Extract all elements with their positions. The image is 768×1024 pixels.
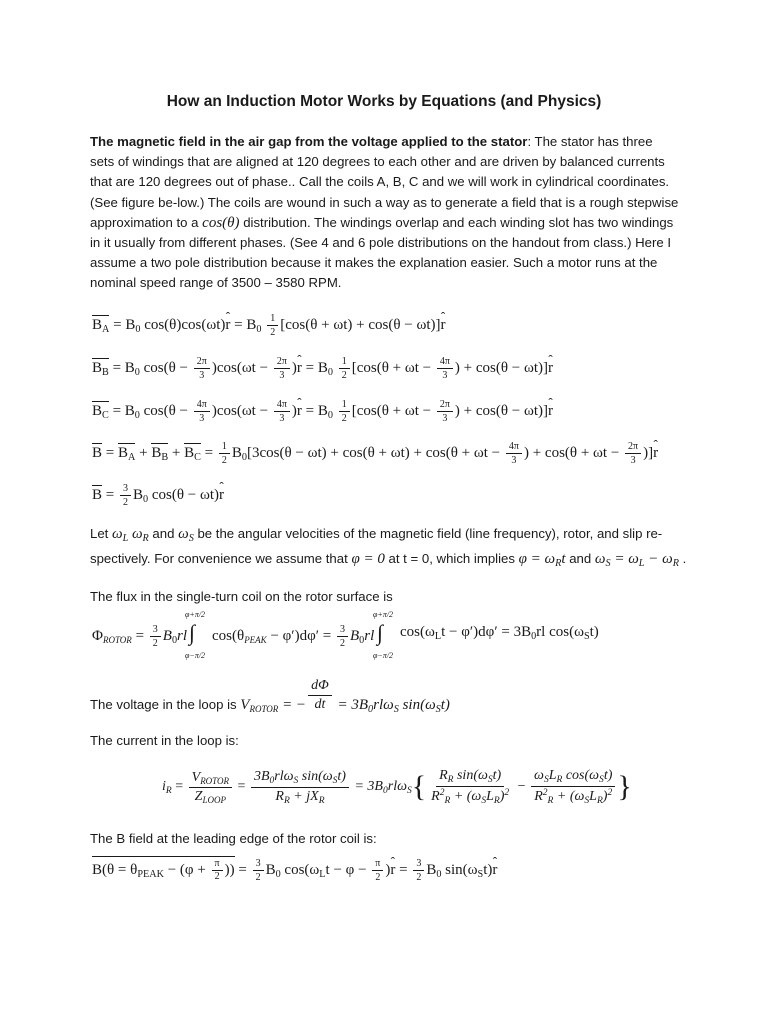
- eq-text: = B: [109, 316, 136, 333]
- resp-and: and: [565, 551, 595, 566]
- equation-b-total: [92, 483, 224, 508]
- eq-text: ) + cos(θ + ωt −: [523, 444, 624, 461]
- omega-l: $\omega_L$: [112, 526, 129, 544]
- unit-vector-hat: r ˆ: [297, 403, 302, 420]
- eq-text: = B: [301, 359, 328, 376]
- integral-sign-2: φ+π/2 ∫ φ−π/2: [373, 610, 394, 660]
- unit-vector-hat: r ˆ: [548, 360, 553, 377]
- eq-text: t − φ −: [325, 861, 371, 878]
- eq-subscript: 0: [327, 409, 333, 421]
- omega-s-equation: $\omega_S = \omega_L - \omega_R$: [594, 551, 679, 569]
- eq-text: cos(θ)cos(ωt): [140, 316, 226, 333]
- eq-fraction: $\frac{4\pi}{3}$: [437, 356, 453, 381]
- eq-fraction: $\frac{3}{2}$: [120, 483, 131, 508]
- unit-vector-hat: r ˆ: [297, 360, 302, 377]
- equation-b-sum: [92, 441, 658, 466]
- voltage-label: The voltage in the loop is: [90, 696, 241, 712]
- voltage-equation: $V_{ROTOR}$ = −: [240, 696, 307, 714]
- eq-text: B: [426, 861, 437, 878]
- eq-text: = B: [108, 402, 135, 419]
- eq-text: cos(θ −: [139, 402, 192, 419]
- bfield-label: The B field at the leading edge of the rotor coil is:: [90, 831, 377, 846]
- unit-vector-hat: r ˆ: [548, 403, 553, 420]
- eq-text: )cos(ωt −: [211, 402, 272, 419]
- left-brace: {: [411, 770, 427, 803]
- eq-fraction: $\frac{4\pi}{3}$: [274, 399, 290, 424]
- eq-text: ): [385, 861, 391, 878]
- eq-fraction: $\frac{1}{2}$: [219, 441, 230, 466]
- eq-text: B: [132, 486, 143, 503]
- resp-text: spectively. For convenience we assume that: [90, 551, 352, 566]
- eq-text: =: [200, 444, 217, 461]
- unit-vector-hat: r ˆ: [653, 445, 658, 462]
- eq-text: =: [102, 486, 118, 503]
- eq-fraction: $\frac{1}{2}$: [339, 399, 350, 424]
- eq-text: [3cos(θ − ωt) + cos(θ + ωt) + cos(θ + ωt −: [247, 444, 504, 461]
- eq-text: [cos(θ + ωt) + cos(θ − ωt)]: [280, 316, 441, 333]
- eq-fraction: $\frac{2\pi}{3}$: [625, 441, 641, 466]
- intro-paragraph: [90, 132, 680, 294]
- eq-fraction: $\frac{\pi}{2}$: [372, 858, 383, 883]
- eq-text: cos(θ −: [139, 359, 192, 376]
- eq-subscript: 0: [241, 451, 247, 463]
- vector-symbol: $B_A$: [117, 444, 136, 463]
- phi-zero: φ = 0: [351, 551, 385, 567]
- eq-fraction: $\frac{2\pi}{3}$: [274, 356, 290, 381]
- eq-text: cos(ω: [280, 861, 320, 878]
- eq-subscript: S: [477, 868, 484, 880]
- omega-r: $\omega_R$: [131, 526, 149, 544]
- eq-subscript: 0: [327, 366, 333, 378]
- equation-bc: [92, 399, 553, 424]
- eq-text: B: [231, 444, 242, 461]
- eq-subscript: 0: [143, 493, 149, 505]
- let-line: [90, 526, 662, 544]
- voltage-rhs: = $3B_0rl\omega_S$ $\sin(\omega_St)$: [333, 696, 450, 715]
- unit-vector-hat: r ˆ: [219, 487, 224, 504]
- let-text: Let: [90, 526, 112, 541]
- cos-theta-expr: cos(θ): [202, 214, 240, 231]
- eq-fraction: $\frac{1}{2}$: [267, 313, 278, 338]
- flux-lhs: $\Phi_{ROTOR}$ = $\frac{3}{2}$ $B_0rl$: [92, 624, 188, 649]
- equation-ba: [92, 313, 446, 338]
- unit-vector-hat: r ˆ: [225, 317, 230, 334]
- eq-fraction: $\frac{4\pi}{3}$: [506, 441, 522, 466]
- eq-subscript: 0: [256, 323, 262, 335]
- vector-symbol: $B_C$: [92, 402, 109, 421]
- voltage-line: [90, 678, 450, 713]
- eq-subscript: 0: [275, 868, 281, 880]
- eq-text: t): [483, 861, 493, 878]
- intro-text: : The stator has three sets of windings that are aligned at 120 degrees to each other and are driven by balanced currents that are 120 degrees out of phase.. Call the coils A, B, C and we will work in cylindrical coordinates. (See figure be-low.) The coils are wound in such a way as to generate a field that is a rough stepwise approximation to a: [90, 134, 679, 230]
- intro-text-2: distribution. The windings overlap and each winding slot has two windings in it usually from different phases. (See 4 and 6 pole distributions on the handout from class.) Here I assume a two pole distribution because it makes the explanation easier. Such a motor runs at the nominal speed range of 3500 – 3580 RPM.: [90, 214, 674, 291]
- eq-fraction: $\frac{2\pi}{3}$: [437, 399, 453, 424]
- phi-equation: $\varphi = \omega_Rt$: [518, 551, 566, 569]
- eq-text: cos(θ − ωt): [148, 486, 220, 503]
- vector-symbol: $B_C$: [184, 444, 201, 463]
- and-text: and: [148, 526, 179, 541]
- flux-middle: $\cos(\theta_{PEAK} - \varphi')d\varphi'$ = $\frac{3}{2}$ $B_0rl$: [212, 624, 375, 649]
- current-label: The current in the loop is:: [90, 733, 239, 748]
- let-text-2: be the angular velocities of the magnetic field (line frequency), rotor, and slip re-: [193, 526, 663, 541]
- intro-heading: The magnetic field in the air gap from the voltage applied to the stator: [90, 134, 528, 149]
- resp-text-2: at t = 0, which implies: [384, 551, 519, 566]
- vector-symbol: $B_A$: [92, 316, 110, 335]
- eq-text: = B: [301, 402, 328, 419]
- eq-fraction: $\frac{3}{2}$: [413, 858, 424, 883]
- eq-text: = B: [230, 316, 257, 333]
- unit-vector-hat: r ˆ: [441, 317, 446, 334]
- eq-subscript: 0: [134, 366, 140, 378]
- vector-symbol: B: [92, 486, 103, 503]
- eq-text: sin(ω: [441, 861, 478, 878]
- eq-text: [333, 403, 337, 419]
- eq-text: =: [234, 861, 251, 878]
- eq-text: =: [395, 861, 412, 878]
- voltage-fraction: $\frac{d\Phi}{dt}$: [308, 678, 332, 713]
- current-equation: $i_R$ = $\frac{V_{ROTOR}}{Z_{LOOP}}$ = $\frac{3B_0rl\omega_S \sin(\omega_St)}{R_R + jX_R}$ = $3B_0rl\omega_S${ $\frac{R_R \sin(\omega_St)}{R^2_R + (\omega_SL_R)^2}$ − $\frac{\omega_SL_R \cos(\omega_St)}{R^2_R + (\omega_SL_R)^2}$ }: [162, 768, 632, 806]
- eq-subscript: L: [319, 868, 326, 880]
- eq-text: [cos(θ + ωt −: [351, 402, 435, 419]
- omega-s: $\omega_S$: [178, 526, 194, 544]
- eq-subscript: 0: [436, 868, 442, 880]
- eq-fraction: $\frac{3}{2}$: [253, 858, 264, 883]
- eq-text: +: [168, 444, 185, 461]
- eq-subscript: 0: [135, 323, 141, 335]
- eq-text: = B: [108, 359, 135, 376]
- eq-text: ): [291, 359, 297, 376]
- eq-text: +: [135, 444, 152, 461]
- eq-fraction: $\frac{2\pi}{3}$: [194, 356, 210, 381]
- unit-vector-hat: r ˆ: [492, 862, 497, 879]
- eq-text: [261, 317, 265, 333]
- flux-label: The flux in the single-turn coil on the rotor surface is: [90, 589, 393, 604]
- eq-subscript: 0: [134, 409, 140, 421]
- eq-text: )]: [643, 444, 654, 461]
- vector-symbol: $B_B$: [92, 359, 109, 378]
- resp-end: .: [678, 551, 687, 566]
- unit-vector-hat: r ˆ: [390, 862, 395, 879]
- right-brace: }: [617, 770, 632, 803]
- bfield-equation: [92, 856, 497, 883]
- flux-rhs: $\cos(\omega_Lt - \varphi')d\varphi' = 3B_0rl$ $\cos(\omega_St)$: [400, 624, 599, 642]
- eq-text: ) + cos(θ − ωt)]: [454, 359, 549, 376]
- eq-text: ): [291, 402, 297, 419]
- eq-text: =: [102, 444, 118, 461]
- overlined-expression: $B(\theta = \theta_{PEAK} - (\varphi$ + $\frac{\pi}{2}$ )): [92, 858, 235, 882]
- eq-text: B: [265, 861, 276, 878]
- eq-text: [cos(θ + ωt −: [351, 359, 435, 376]
- eq-text: [333, 360, 337, 376]
- integral-sign-1: φ+π/2 ∫ φ−π/2: [185, 610, 206, 660]
- eq-fraction: $\frac{4\pi}{3}$: [194, 399, 210, 424]
- vector-symbol: B: [92, 444, 103, 461]
- eq-fraction: $\frac{\pi}{2}$: [212, 859, 223, 882]
- equation-bb: [92, 356, 553, 381]
- respectively-line: [90, 551, 686, 569]
- vector-symbol: $B_B$: [151, 444, 169, 463]
- eq-fraction: $\frac{1}{2}$: [339, 356, 350, 381]
- eq-text: )cos(ωt −: [211, 359, 272, 376]
- eq-text: ) + cos(θ − ωt)]: [454, 402, 549, 419]
- page-title: How an Induction Motor Works by Equations (and Physics): [166, 93, 602, 110]
